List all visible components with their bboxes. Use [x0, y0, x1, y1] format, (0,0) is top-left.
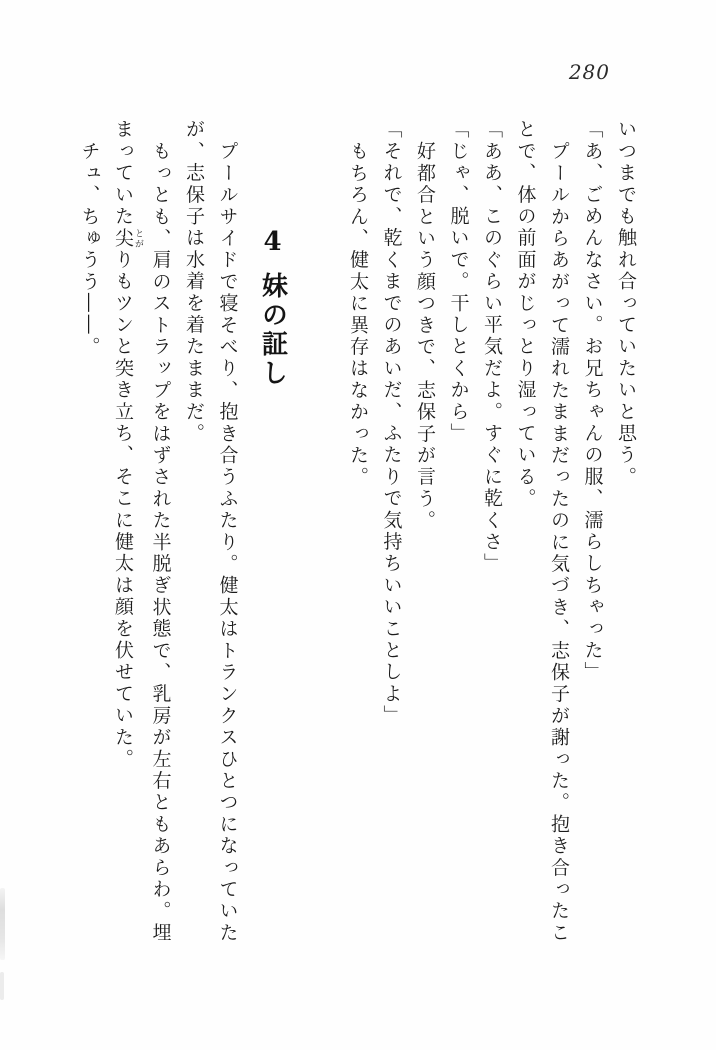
- text-line: 「あ、ごめんなさい。お兄ちゃんの服、濡らしちゃった」: [581, 119, 604, 684]
- text-line-with-furigana: まっていた尖 とがりもツンと突き立ち、そこに健太は顔を伏せていた。: [112, 119, 143, 771]
- text-line: 「それで、乾くまでのあいだ、ふたりで気持ちいいことしよ」: [380, 119, 403, 727]
- page-edge-smudge: [0, 888, 5, 960]
- text-line: とで、体の前面がじっとり湿っている。: [514, 119, 537, 510]
- text-line: プールからあがって濡れたままだったのに気づき、志保子が謝った。抱き合ったこ: [548, 140, 570, 944]
- text-line: もっとも、肩のストラップをはずされた半脱ぎ状態で、乳房が左右ともあらわ。埋: [149, 140, 172, 944]
- text-line: 好都合という顔つきで、志保子が言う。: [414, 140, 436, 532]
- chapter-number: 4: [257, 227, 288, 260]
- text-line: プールサイドで寝そべり、抱き合うふたり。健太はトランクスひとつになっていた: [216, 140, 239, 944]
- text-line: 「じゃ、脱いで。干しとくから」: [447, 119, 470, 445]
- text-line: チュ、ちゅうう――。: [78, 140, 101, 358]
- page-edge-smudge: [0, 972, 4, 1000]
- text-line: 「ああ、このぐらい平気だよ。すぐに乾くさ」: [481, 119, 503, 575]
- page-number: 280: [568, 60, 610, 84]
- chapter-title: 妹の証し: [257, 272, 288, 388]
- text-line: もちろん、健太に異存はなかった。: [347, 140, 369, 488]
- chapter-heading: [253, 119, 293, 947]
- text-line: が、志保子は水着を着たままだ。: [183, 119, 205, 445]
- vertical-text-flow: [72, 119, 642, 947]
- text-line: いつまでも触れ合っていたいと思う。: [615, 119, 637, 488]
